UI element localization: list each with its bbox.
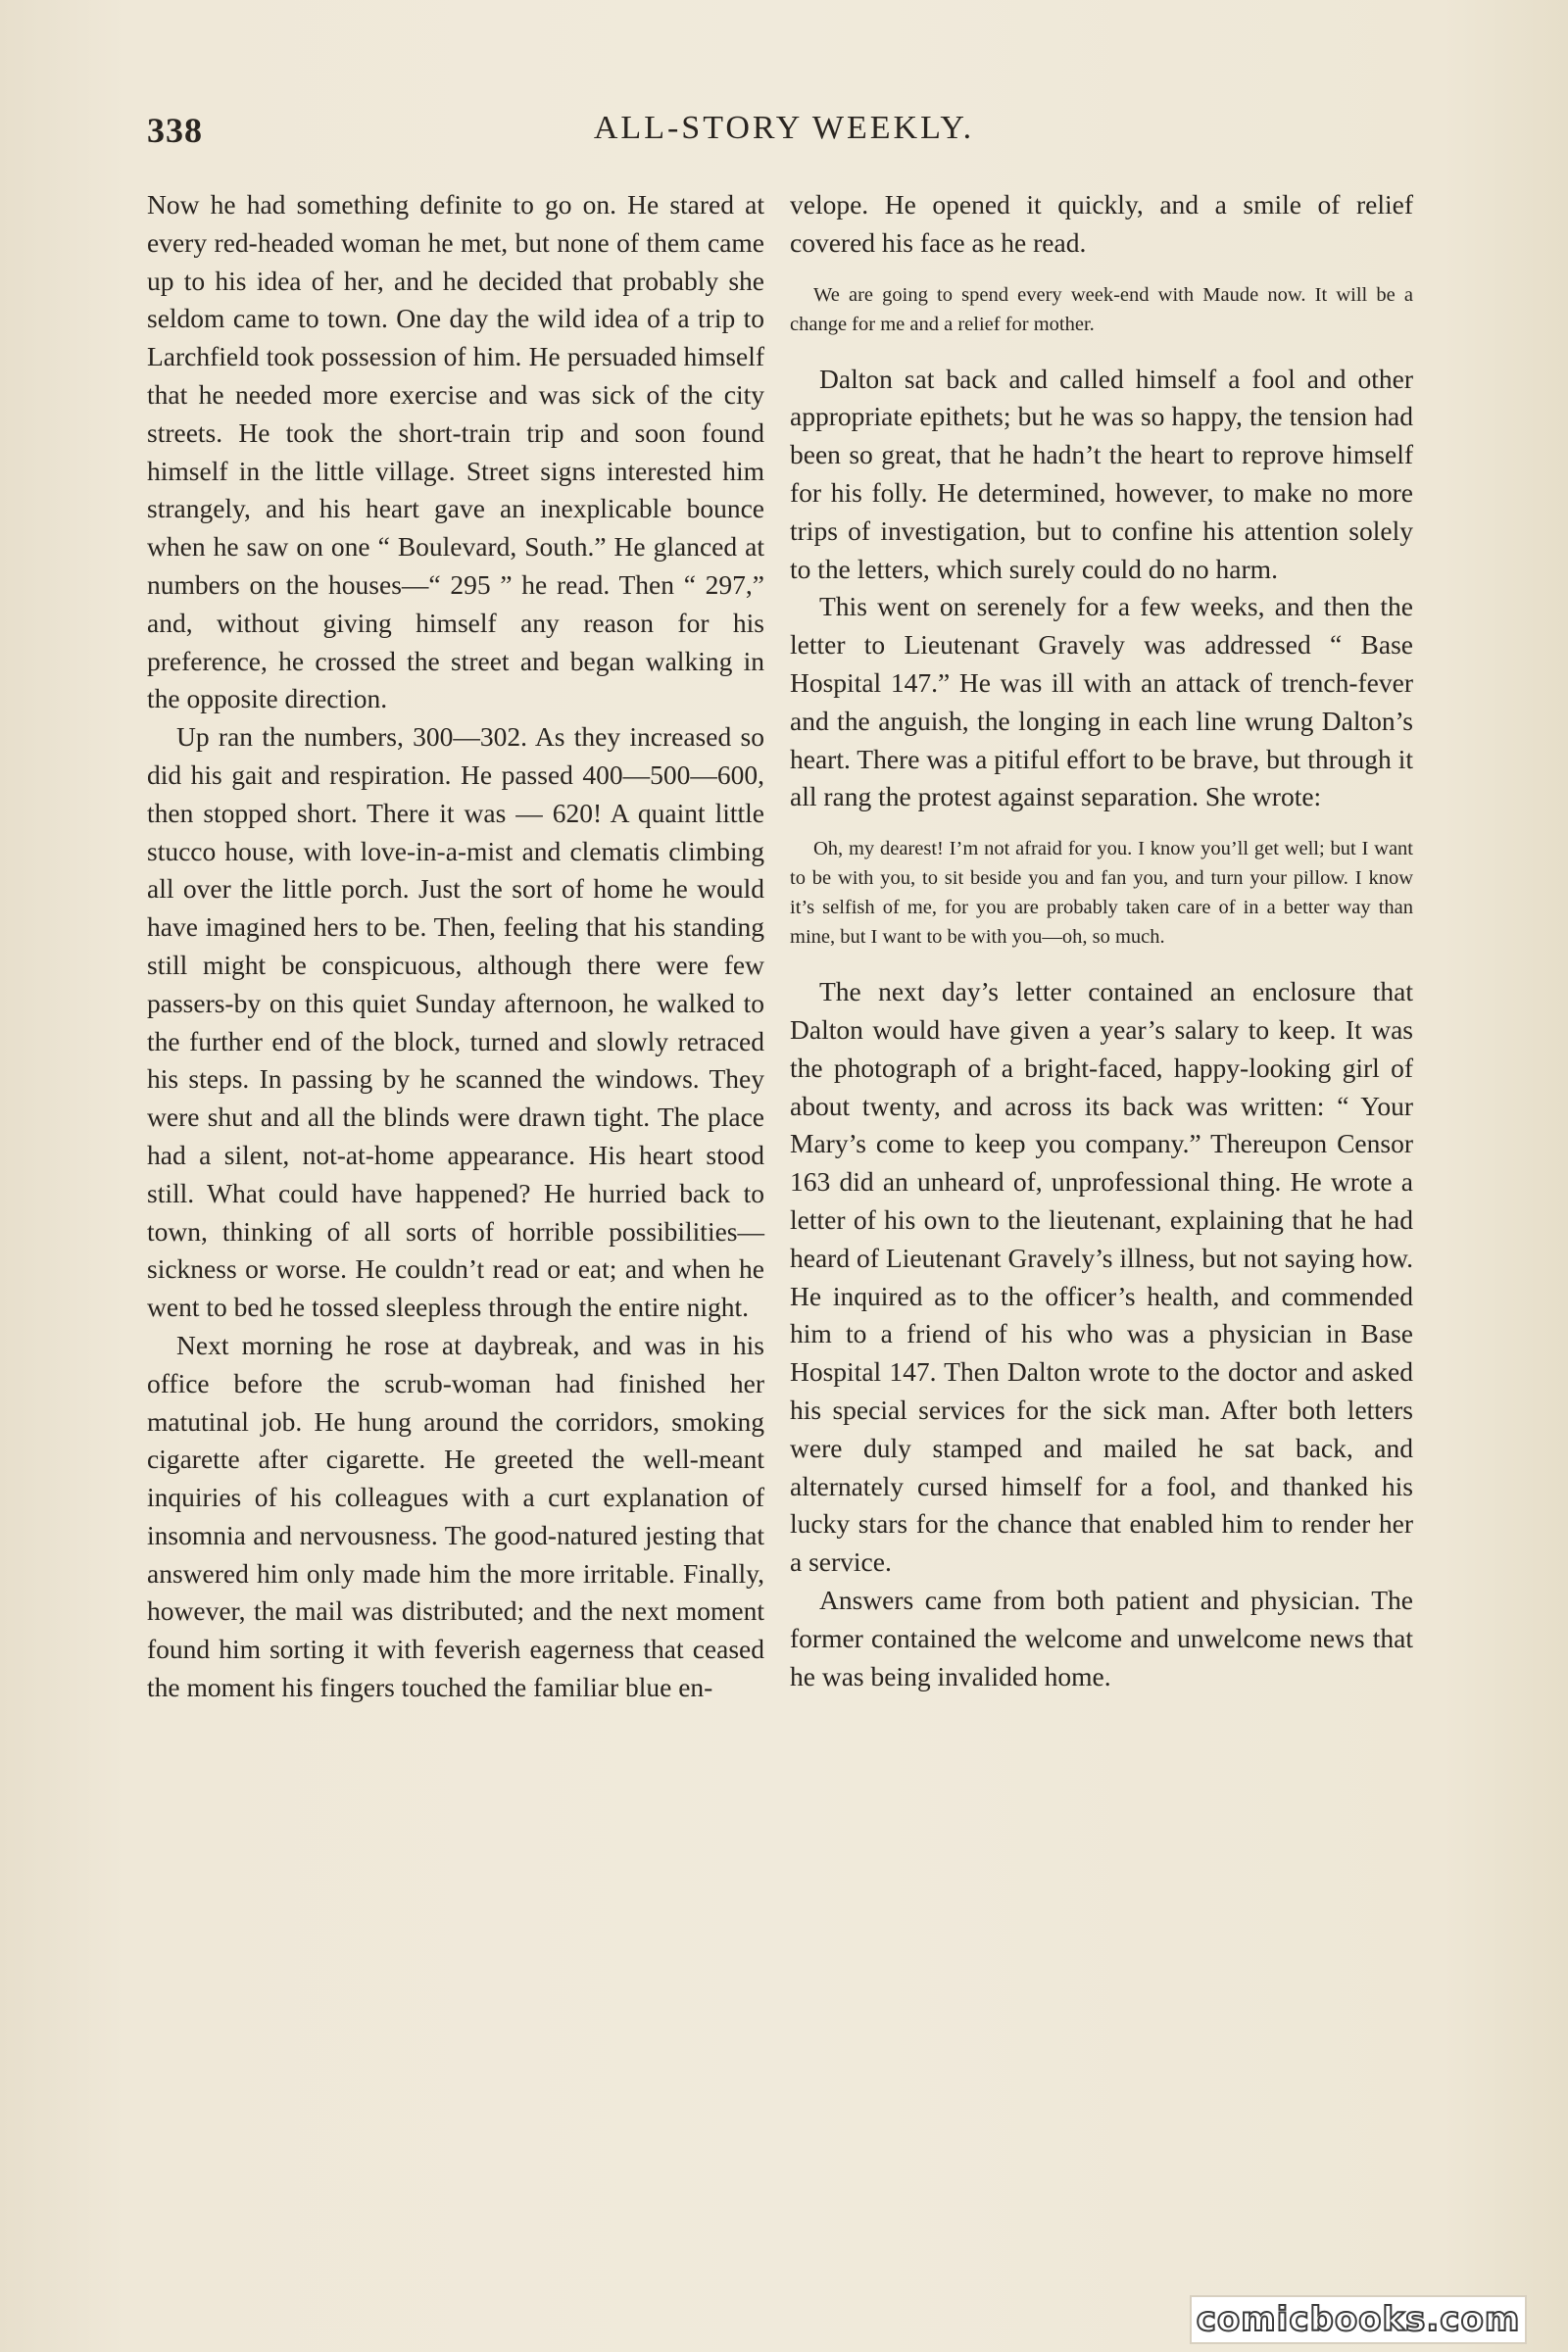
page-number: 338 <box>147 111 203 150</box>
quoted-letter: We are going to spend every week-end with Maude now. It will be a change for me and a relief for mother. <box>790 283 1413 335</box>
body-paragraph: This went on serenely for a few weeks, and then the letter to Lieutenant Gravely was addressed “ Base Hospital 147.” He was ill with an attack of trench-fever and the anguish, the longing in each line wrung Dalton’s heart. There was a pitiful effort to be brave, but through it all rang the protest against separation. She wrote: <box>790 591 1413 812</box>
body-paragraph: Up ran the numbers, 300—302. As they increased so did his gait and respiration. He passed 400—500—600, then stopped short. There it was — 620! A quaint little stucco house, with love-in-a-mist and clematis climbing all over the little porch. Just the sort of home he would have imagined hers to be. Then, feeling that his standing still might be conspicuous, although there were few passers-by on this quiet Sunday afternoon, he walked to the further end of the block, turned and slowly retraced his steps. In passing by he scanned the windows. They were shut and all the blinds were drawn tight. The place had a silent, not-at-home appearance. His heart stood still. What could have happened? He hurried back to town, thinking of all sorts of horrible possibilities—sickness or worse. He couldn’t read or eat; and when he went to bed he tossed sleepless through the entire night. <box>147 721 764 1323</box>
body-paragraph: The next day’s letter contained an enclosure that Dalton would have given a year’s salary to keep. It was the photograph of a bright-faced, happy-looking girl of about twenty, and across its back was written: “ Your Mary’s come to keep you company.” Thereupon Censor 163 did an unheard of, unprofessional thing. He wrote a letter of his own to the lieutenant, explaining that he had heard of Lieutenant Gravely’s illness, but not saying how. He inquired as to the officer’s health, and commended him to a friend of his who was a physician in Base Hospital 147. Then Dalton wrote to the doctor and asked his special services for the sick man. After both letters were duly stamped and mailed he sat back, and alternately cursed himself for a fool, and thanked his lucky stars for the chance that enabled him to render her a service. <box>790 976 1413 1578</box>
body-paragraph: Dalton sat back and called himself a fool and other appropriate epithets; but he was so happy, the tension had been so great, that he hadn’t the heart to reprove himself for his folly. He determined, however, to make no more trips of investigation, but to confine his attention solely to the letters, which surely could do no harm. <box>790 363 1413 584</box>
running-title: ALL-STORY WEEKLY. <box>593 110 975 146</box>
left-column <box>147 186 764 1707</box>
page-header <box>147 110 1421 159</box>
quoted-letter: Oh, my dearest! I’m not afraid for you. I know you’ll get well; but I want to be with you, to sit beside you and fan you, and turn your pillow. I know it’s selfish of me, for you are probably taken care of in a better way than mine, but I want to be with you—oh, so much. <box>790 838 1413 949</box>
right-column <box>790 186 1413 1695</box>
body-paragraph: Answers came from both patient and physician. The former contained the welcome and unwelcome news that he was being invalided home. <box>790 1584 1413 1691</box>
body-paragraph: Now he had something definite to go on. He stared at every red-headed woman he met, but none of them came up to his idea of her, and he decided that probably she seldom came to town. One day the wild idea of a trip to Larchfield took possession of him. He persuaded himself that he needed more exercise and was sick of the city streets. He took the short-train trip and soon found himself in the little village. Street signs interested him strangely, and his heart gave an inexplicable bounce when he saw on one “ Boulevard, South.” He glanced at numbers on the houses—“ 295 ” he read. Then “ 297,” and, without giving himself any reason for his preference, he crossed the street and began walking in the opposite direction. <box>147 189 764 714</box>
site-watermark: comicbooks.com <box>1190 2295 1527 2344</box>
body-paragraph: velope. He opened it quickly, and a smile of relief covered his face as he read. <box>790 189 1413 258</box>
body-paragraph: Next morning he rose at daybreak, and was in his office before the scrub-woman had finished her matutinal job. He hung around the corridors, smoking cigarette after cigarette. He greeted the well-meant inquiries of his colleagues with a curt explanation of insomnia and nervousness. The good-natured jesting that answered him only made him the more irritable. Finally, however, the mail was distributed; and the next moment found him sorting it with feverish eagerness that ceased the moment his fingers touched the familiar blue en- <box>147 1329 764 1703</box>
